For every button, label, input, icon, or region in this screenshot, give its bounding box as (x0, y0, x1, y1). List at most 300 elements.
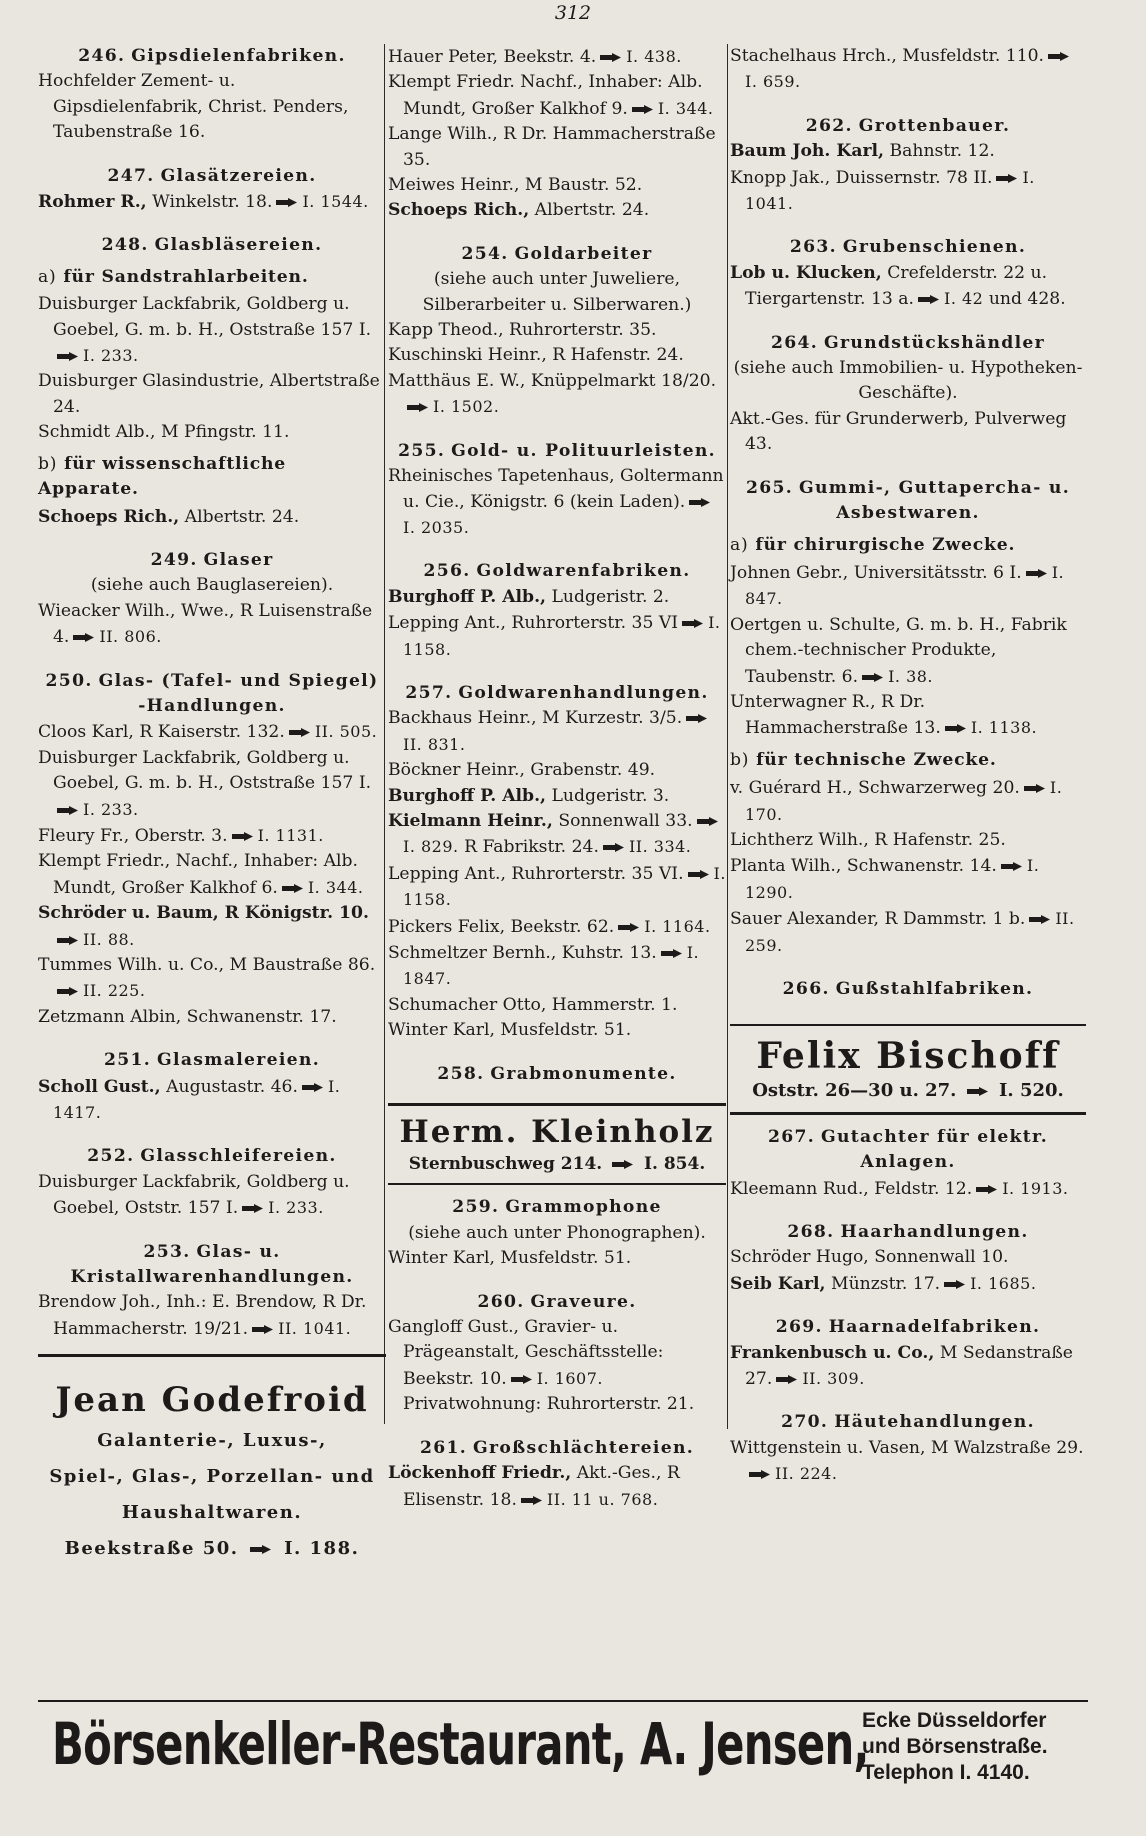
entry-text: Backhaus Heinr., M Kurzestr. 3/5. (388, 708, 683, 729)
entry-phone: II. 88. (83, 929, 135, 949)
directory-entry (388, 706, 726, 758)
section-heading (388, 242, 726, 267)
entry-text: Duisburger Lackfabrik, Goldberg u. Goebel, G. m. b. H., Oststraße 157 I. (38, 294, 372, 340)
section-number: 257. (405, 682, 453, 703)
entry-name: Kielmann Heinr., (388, 810, 553, 831)
directory-entry (730, 1436, 1086, 1488)
entry-text: Albertstr. 24. (534, 200, 650, 221)
telephone-hand-icon (945, 723, 967, 734)
directory-entry (730, 1271, 1086, 1297)
section-number: 261. (419, 1437, 468, 1458)
entry-name: Burghoff P. Alb., (388, 586, 547, 607)
entry-text: Planta Wilh., Schwanenstr. 14. (730, 856, 997, 877)
page-number: 312 (554, 2, 592, 24)
telephone-hand-icon (682, 618, 704, 629)
section-title: Häutehandlungen. (834, 1412, 1035, 1433)
directory-entry (388, 1018, 726, 1043)
section-title: Haarhandlungen. (840, 1222, 1029, 1243)
section-number: 250. (45, 670, 93, 691)
telephone-hand-icon (250, 1544, 272, 1555)
entry-phone: I. 38. (888, 666, 934, 686)
subsection-heading (38, 265, 386, 290)
section-title: Gußstahlfabriken. (835, 979, 1034, 999)
section-title: Goldwarenhandlungen. (458, 682, 709, 703)
directory-entry (38, 719, 386, 745)
directory-entry (730, 1245, 1086, 1270)
directory-entry (730, 1341, 1086, 1393)
section-title: Glasätzereien. (160, 165, 317, 186)
entry-phone: I. 1041. (745, 167, 1035, 214)
directory-entry (730, 165, 1086, 218)
section-title: Gold- u. Polituurleisten. (451, 440, 716, 461)
subsection-heading (38, 452, 386, 503)
telephone-hand-icon (521, 1495, 543, 1506)
section-number: 247. (107, 165, 155, 186)
telephone-hand-icon (73, 632, 95, 643)
entry-text: Winter Karl, Musfeldstr. 51. (388, 1020, 632, 1041)
entry-phone: II. 224. (775, 1464, 838, 1484)
entry-text: Rheinisches Tapetenhaus, Goltermann u. Cie., Königstr. 6 (kein Laden). (388, 466, 724, 512)
directory-entry (730, 828, 1086, 853)
directory-entry (38, 901, 386, 953)
section-title: Graveure. (530, 1291, 637, 1312)
directory-entry (730, 44, 1086, 96)
section-title: Glasmalereien. (157, 1050, 320, 1071)
ad-phone: I. 520. (999, 1080, 1064, 1102)
entry-text: Ludgeristr. 3. (551, 785, 670, 806)
entry-phone: I. 170. (745, 778, 1063, 824)
telephone-hand-icon (618, 922, 640, 933)
entry-extra: Privatwohnung: Ruhrorterstr. 21. (403, 1394, 695, 1415)
directory-entry (388, 173, 726, 198)
section-title: Grammophone (505, 1197, 662, 1218)
telephone-hand-icon (1024, 783, 1046, 794)
entry-name: Lob u. Klucken, (730, 262, 882, 283)
directory-entry (730, 1176, 1086, 1202)
entry-phone: I. 1290. (745, 856, 1040, 902)
entry-text: Stachelhaus Hrch., Musfeldstr. 110. (730, 46, 1045, 66)
cross-reference: (siehe auch Bauglasereien). (90, 575, 334, 596)
entry-phone: I. 659. (745, 72, 801, 92)
directory-entry (38, 823, 386, 849)
entry-name: Rohmer R., (38, 192, 147, 213)
telephone-hand-icon (776, 1374, 798, 1385)
section-number: 269. (775, 1317, 823, 1338)
entry-name: Scholl Gust., (38, 1076, 161, 1097)
telephone-hand-icon (302, 1082, 324, 1093)
entry-phone: I. 1685. (970, 1273, 1037, 1293)
section-heading (730, 235, 1086, 260)
section-title: Großschlächtereien. (473, 1437, 695, 1458)
entry-text: Böckner Heinr., Grabenstr. 49. (388, 760, 656, 781)
telephone-hand-icon (1029, 914, 1051, 925)
directory-entry (730, 261, 1086, 313)
ad-address: Oststr. 26—30 u. 27. (752, 1080, 957, 1102)
ad-name: Felix Bischoff (756, 1035, 1060, 1078)
telephone-hand-icon (289, 727, 311, 738)
entry-phone: I. 438. (626, 47, 682, 66)
entry-text: Tummes Wilh. u. Co., M Baustraße 86. (38, 955, 376, 975)
section-title: Grabmonumente. (490, 1063, 677, 1084)
directory-entry (388, 758, 726, 783)
entry-name: Schoeps Rich., (388, 200, 530, 221)
telephone-hand-icon (918, 294, 940, 305)
section-heading (388, 681, 726, 706)
telephone-hand-icon (252, 1324, 274, 1335)
section-heading (38, 548, 386, 573)
section-title: Grubenschienen. (842, 237, 1027, 258)
telephone-hand-icon (57, 935, 79, 946)
telephone-hand-icon (1026, 568, 1048, 579)
section-heading (730, 1315, 1086, 1340)
section-number: 256. (423, 561, 471, 582)
telephone-hand-icon (967, 1086, 989, 1097)
entry-phone: II. 309. (802, 1369, 865, 1389)
section-heading (730, 1410, 1086, 1435)
directory-entry (38, 1170, 386, 1222)
subsection-label: a) (38, 266, 57, 287)
telephone-hand-icon (612, 1159, 634, 1170)
footer-ad-line: und Börsenstraße. (862, 1735, 1048, 1758)
entry-text: Cloos Karl, R Kaiserstr. 132. (38, 722, 285, 743)
section-heading (38, 669, 386, 720)
entry-text: Lange Wilh., R Dr. Hammacherstraße 35. (388, 124, 716, 170)
entry-phone: II. 225. (83, 981, 146, 1001)
directory-entry (388, 343, 726, 368)
entry-phone: I. 1913. (1002, 1178, 1069, 1198)
subsection-title: für technische Zwecke. (756, 749, 997, 770)
directory-entry (730, 613, 1086, 690)
entry-text: Fleury Fr., Oberstr. 3. (38, 825, 228, 846)
telephone-hand-icon (661, 948, 683, 959)
directory-entry (730, 906, 1086, 959)
section-title: Gutachter für elektr. Anlagen. (821, 1126, 1049, 1173)
telephone-hand-icon (242, 1203, 264, 1214)
directory-entry (388, 70, 726, 122)
directory-entry (38, 369, 386, 420)
footer-ad-address (862, 1708, 1048, 1786)
entry-text: Meiwes Heinr., M Baustr. 52. (388, 175, 643, 196)
entry-phone: II. 1041. (278, 1318, 352, 1338)
directory-entry (730, 853, 1086, 906)
entry-phone: I. 1607. (536, 1368, 603, 1388)
section-number: 263. (789, 237, 837, 258)
entry-text: Schmeltzer Bernh., Kuhstr. 13. (388, 943, 657, 963)
directory-entry (388, 809, 726, 861)
section-heading (38, 1144, 386, 1169)
section-title: Goldwarenfabriken. (476, 561, 691, 582)
directory-entry (730, 139, 1086, 164)
section-number: 253. (143, 1241, 191, 1262)
section-title: Gummi-, Guttapercha- u. Asbestwaren. (799, 477, 1071, 524)
entry-text: Kuschinski Heinr., R Hafenstr. 24. (388, 345, 684, 366)
directory-entry (38, 746, 386, 823)
telephone-hand-icon (276, 197, 298, 208)
footer-ad (38, 1700, 1088, 1812)
telephone-hand-icon (689, 497, 711, 508)
subsection-label: b) (38, 453, 58, 474)
section-heading (38, 164, 386, 189)
ad-line: Haushaltwaren. (121, 1502, 303, 1524)
subsection-title: für wissenschaftliche Apparate. (38, 453, 287, 500)
directory-entry (38, 849, 386, 901)
column-divider (727, 44, 728, 1429)
entry-name: Schoeps Rich., (38, 506, 180, 527)
section-number: 258. (437, 1063, 485, 1084)
entry-text: Gangloff Gust., Gravier- u. Prägeanstalt, Geschäftsstelle: Beekstr. 10. (388, 1317, 664, 1389)
entry-text: Lepping Ant., Ruhrorterstr. 35 VI (388, 613, 679, 634)
entry-text: Wittgenstein u. Vasen, M Walzstraße 29. (730, 1437, 1084, 1458)
ad-phone: I. 854. (644, 1154, 706, 1175)
ad-address: Beekstraße 50. (64, 1538, 239, 1560)
directory-entry (730, 560, 1086, 613)
entry-name: Seib Karl, (730, 1273, 826, 1294)
subsection-label: a) (730, 534, 749, 555)
directory-entry (38, 292, 386, 369)
entry-text: Zetzmann Albin, Schwanenstr. 17. (38, 1006, 337, 1027)
section-number: 249. (150, 549, 198, 570)
ad-address: Sternbuschweg 214. (408, 1154, 603, 1175)
section-heading (38, 233, 386, 258)
ad-line: Galanterie-, Luxus-, (97, 1430, 327, 1452)
entry-phone: II. 831. (403, 734, 466, 754)
section-heading (38, 1240, 386, 1291)
telephone-hand-icon (996, 173, 1018, 184)
section-title: Glas- (Tafel- und Spiegel) -Handlungen. (98, 670, 379, 716)
cross-reference: (siehe auch unter Phonographen). (408, 1222, 706, 1243)
section-heading (388, 1062, 726, 1087)
entry-phone: I. 344. (657, 98, 714, 118)
directory-entry (38, 420, 386, 445)
section-title: Glasbläsereien. (154, 235, 323, 256)
entry-text: Duisburger Glasindustrie, Albertstraße 24. (38, 371, 380, 417)
directory-entry (388, 610, 726, 663)
entry-text: Oertgen u. Schulte, G. m. b. H., Fabrik chem.-technischer Produkte, Taubenstr. 6. (730, 614, 1067, 687)
entry-phone: I. 1138. (970, 718, 1038, 738)
directory-entry (388, 1315, 726, 1418)
directory-entry (38, 69, 386, 145)
entry-text: Lepping Ant., Ruhrorterstr. 35 VI. (388, 863, 684, 884)
entry-text: Crefelderstr. 22 u. Tiergartenstr. 13 a. (745, 262, 1048, 310)
footer-ad-name: Börsenkeller-Restaurant, A. Jensen, (52, 1710, 869, 1778)
entry-phone: II. 259. (745, 909, 1075, 955)
ad-line: Spiel-, Glas-, Porzellan- und (49, 1466, 375, 1488)
entry-text: Sonnenwall 33. (558, 810, 693, 831)
section-number: 251. (103, 1050, 152, 1071)
directory-entry (388, 464, 726, 541)
subsection-title: für chirurgische Zwecke. (755, 534, 1016, 555)
telephone-hand-icon (603, 842, 625, 853)
entry-text: Duisburger Lackfabrik, Goldberg u. Goebel, Oststr. 157 I. (38, 1171, 350, 1219)
ad-phone: I. 188. (284, 1538, 360, 1560)
entry-text: Ludgeristr. 2. (551, 586, 670, 607)
cross-reference: (siehe auch unter Juweliere, Silberarbeiter u. Silberwaren.) (422, 269, 692, 315)
section-title: Glaser (203, 549, 274, 570)
section-title: Haarnadelfabriken. (828, 1317, 1041, 1338)
directory-entry (388, 861, 726, 914)
entry-text: Schröder Hugo, Sonnenwall 10. (730, 1247, 1009, 1268)
section-heading (388, 1290, 726, 1315)
directory-entry (730, 407, 1086, 458)
telephone-hand-icon (1001, 861, 1023, 872)
section-number: 268. (787, 1222, 835, 1243)
directory-entry (388, 369, 726, 421)
entry-phone: I. 2035. (403, 517, 470, 537)
entry-name: Burghoff P. Alb., (388, 785, 547, 806)
entry-text: Pickers Felix, Beekstr. 62. (388, 916, 615, 937)
entry-extra: und 428. (988, 289, 1066, 310)
section-number: 260. (477, 1291, 525, 1312)
section-number: 255. (398, 440, 446, 461)
column-3 (730, 44, 1086, 1488)
telephone-hand-icon (749, 1469, 771, 1480)
section-heading (388, 439, 726, 464)
directory-entry (38, 1290, 386, 1342)
entry-phone: I. 1158. (403, 613, 721, 659)
section-number: 267. (767, 1126, 815, 1147)
section-number: 252. (87, 1146, 135, 1167)
entry-phone: I. 1544. (302, 192, 369, 212)
entry-text: Brendow Joh., Inh.: E. Brendow, R Dr. Hammacherstr. 19/21. (38, 1292, 367, 1339)
subsection-label: b) (730, 749, 750, 770)
entry-phone: I. 344. (307, 877, 364, 897)
section-heading (730, 1220, 1086, 1245)
entry-text: Schmidt Alb., M Pfingstr. 11. (38, 422, 290, 443)
section-heading (38, 1048, 386, 1073)
section-number: 246. (78, 46, 126, 66)
entry-text: Sauer Alexander, R Dammstr. 1 b. (730, 909, 1026, 930)
section-title: Goldarbeiter (514, 243, 653, 264)
entry-phone: I. 1847. (403, 943, 700, 989)
directory-entry (38, 189, 386, 215)
section-number: 248. (101, 235, 149, 256)
section-title: Glasschleifereien. (140, 1146, 337, 1167)
directory-entry (388, 993, 726, 1018)
directory-entry (388, 784, 726, 809)
telephone-hand-icon (232, 831, 254, 842)
entry-text: Akt.-Ges., R Elisenstr. 18. (403, 1463, 680, 1510)
section-number: 262. (805, 115, 853, 136)
directory-entry (38, 953, 386, 1005)
section-heading (730, 114, 1086, 139)
telephone-hand-icon (282, 883, 304, 894)
directory-entry (38, 1074, 386, 1127)
directory-entry (38, 505, 386, 530)
subsection-heading (730, 748, 1086, 773)
section-number: 254. (461, 243, 509, 264)
directory-entry (388, 318, 726, 343)
ad-herm-kleinholz (388, 1103, 726, 1185)
section-number: 259. (452, 1197, 500, 1218)
entry-text: Schumacher Otto, Hammerstr. 1. (388, 994, 678, 1015)
entry-text: v. Guérard H., Schwarzerweg 20. (730, 778, 1020, 799)
directory-entry (388, 198, 726, 223)
telephone-hand-icon (511, 1374, 533, 1385)
entry-text: Bahnstr. 12. (889, 141, 995, 162)
section-heading (388, 1436, 726, 1461)
ad-felix-bischoff (730, 1024, 1086, 1114)
section-title: Grottenbauer. (858, 115, 1011, 136)
telephone-hand-icon (944, 1279, 966, 1290)
section-heading (730, 1125, 1086, 1176)
directory-entry (388, 1246, 726, 1271)
section-title: Gipsdielenfabriken. (131, 46, 346, 66)
entry-name: Schröder u. Baum, R Königstr. 10. (38, 903, 369, 924)
section-number: 265. (745, 477, 794, 498)
entry-text: Unterwagner R., R Dr. Hammacherstraße 13. (730, 691, 941, 739)
telephone-hand-icon (632, 104, 654, 115)
telephone-hand-icon (976, 1184, 998, 1195)
entry-text: Matthäus E. W., Knüppelmarkt 18/20. (388, 370, 717, 391)
telephone-hand-icon (57, 351, 79, 362)
section-heading (730, 331, 1086, 356)
cross-reference: (siehe auch Immobilien- u. Hypotheken-Geschäfte). (733, 358, 1083, 404)
entry-text: Johnen Gebr., Universitätsstr. 6 I. (730, 562, 1022, 583)
directory-entry (388, 940, 726, 993)
section-number: 266. (782, 979, 830, 999)
section-heading (730, 476, 1086, 527)
entry-name: Frankenbusch u. Co., (730, 1342, 935, 1363)
entry-text: Winter Karl, Musfeldstr. 51. (388, 1248, 632, 1269)
ad-name: Jean Godefroid (55, 1380, 369, 1421)
entry-text: M Sedanstraße 27. (745, 1342, 1073, 1390)
entry-phone: I. 233. (83, 799, 139, 819)
section-heading (38, 44, 386, 69)
entry-text: Winkelstr. 18. (152, 192, 273, 213)
footer-ad-line: Ecke Düsseldorfer (862, 1709, 1047, 1732)
section-heading (388, 1195, 726, 1220)
entry-phone: I. 42 (944, 289, 984, 309)
entry-text: Akt.-Ges. für Grunderwerb, Pulverweg 43. (730, 408, 1067, 455)
telephone-hand-icon (57, 986, 79, 997)
footer-ad-line: Telephon I. 4140. (862, 1761, 1030, 1784)
entry-text: Klempt Friedr., Nachf., Inhaber: Alb. Mundt, Großer Kalkhof 6. (38, 851, 359, 898)
entry-phone: II. 806. (99, 627, 162, 647)
entry-text: Kleemann Rud., Feldstr. 12. (730, 1178, 973, 1199)
entry-phone: I. 233. (83, 346, 139, 366)
entry-text: Augustastr. 46. (166, 1076, 298, 1097)
entry-text: Münzstr. 17. (831, 1273, 941, 1294)
entry-phone: I. 1502. (433, 397, 500, 417)
entry-phone: II. 11 u. 768. (546, 1489, 659, 1509)
entry-text: Klempt Friedr. Nachf., Inhaber: Alb. Mundt, Großer Kalkhof 9. (388, 72, 703, 119)
directory-entry (388, 1461, 726, 1513)
entry-text: Hochfelder Zement- u. Gipsdielenfabrik, Christ. Penders, Taubenstraße 16. (38, 71, 349, 143)
section-heading (730, 977, 1086, 1002)
entry-text: Hauer Peter, Beekstr. 4. (388, 47, 597, 67)
directory-entry (38, 599, 386, 651)
column-1 (38, 44, 386, 1567)
entry-name: Baum Joh. Karl, (730, 141, 885, 162)
telephone-hand-icon (57, 805, 79, 816)
telephone-hand-icon (862, 672, 884, 683)
entry-phone: I. 233. (268, 1198, 324, 1218)
directory-entry (730, 690, 1086, 742)
telephone-hand-icon (407, 402, 429, 413)
directory-entry (388, 585, 726, 610)
subsection-title: für Sandstrahlarbeiten. (63, 266, 309, 287)
section-title: Glas- u. Kristallwarenhandlungen. (70, 1241, 354, 1288)
entry-text: Wieacker Wilh., Wwe., R Luisenstraße 4. (38, 600, 373, 648)
section-heading (388, 559, 726, 584)
entry-text: Kapp Theod., Ruhrorterstr. 35. (388, 320, 657, 341)
telephone-hand-icon (600, 52, 622, 63)
section-number: 270. (781, 1412, 829, 1433)
section-title: Grundstückshändler (824, 332, 1046, 353)
subsection-heading (730, 533, 1086, 558)
ad-name: Herm. Kleinholz (399, 1114, 715, 1151)
entry-phone: I. 1164. (644, 916, 711, 936)
